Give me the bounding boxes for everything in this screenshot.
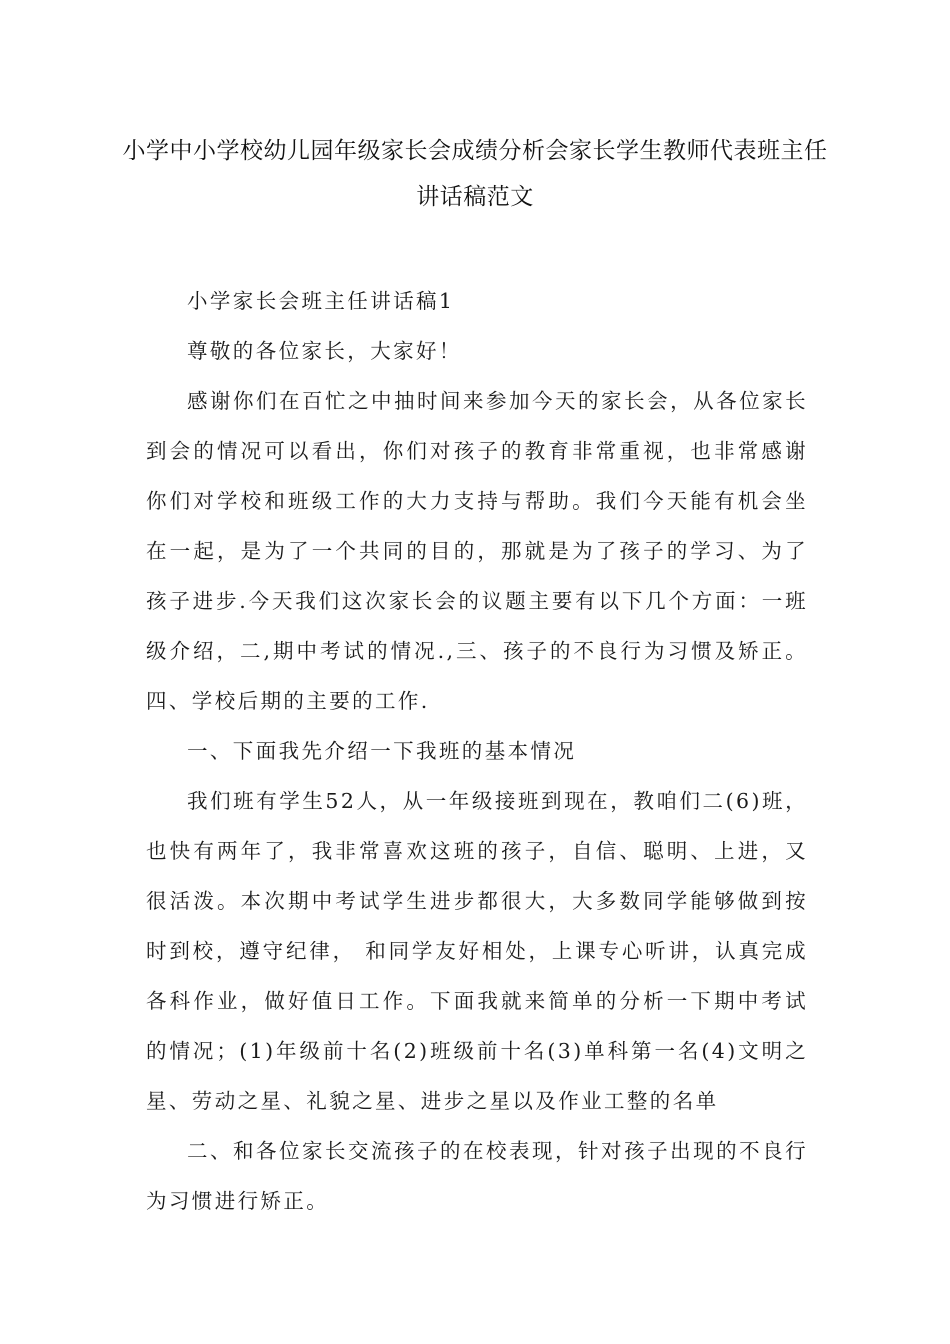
paragraph-heading: 小学家长会班主任讲话稿1 [187, 289, 455, 313]
document-body [146, 276, 808, 1226]
paragraph-class-overview: 我们班有学生52人，从一年级接班到现在，教咱们二(6)班，也快有两年了，我非常喜欢这班的孩子，自信、聪明、上进，又很活泼。本次期中考试学生进步都很大，大多数同学能够做到按时到校，遵守纪律， 和同学友好相处，上课专心听讲，认真完成各科作业，做好值日工作。下面我就来简单的分析一下期中考试的情况；(1)年级前十名(2)班级前十名(3)单科第一名(4)文明之星、劳动之星、礼貌之星、进步之星以及作业工整的名单 [146, 789, 808, 1113]
paragraph-section-one-heading: 一、下面我先介绍一下我班的基本情况 [187, 739, 577, 763]
paragraph-greeting: 尊敬的各位家长，大家好！ [187, 339, 462, 363]
document-title: 小学中小学校幼儿园年级家长会成绩分析会家长学生教师代表班主任讲话稿范文 [122, 138, 828, 210]
paragraph-intro: 感谢你们在百忙之中抽时间来参加今天的家长会，从各位家长到会的情况可以看出，你们对孩子的教育非常重视，也非常感谢你们对学校和班级工作的大力支持与帮助。我们今天能有机会坐在一起，是为了一个共同的目的，那就是为了孩子的学习、为了孩子进步.今天我们这次家长会的议题主要有以下几个方面：一班级介绍，二,期中考试的情况.,三、孩子的不良行为习惯及矫正。四、学校后期的主要的工作. [146, 389, 808, 713]
paragraph-section-two-heading: 二、和各位家长交流孩子的在校表现，针对孩子出现的不良行为习惯进行矫正。 [146, 1139, 808, 1213]
